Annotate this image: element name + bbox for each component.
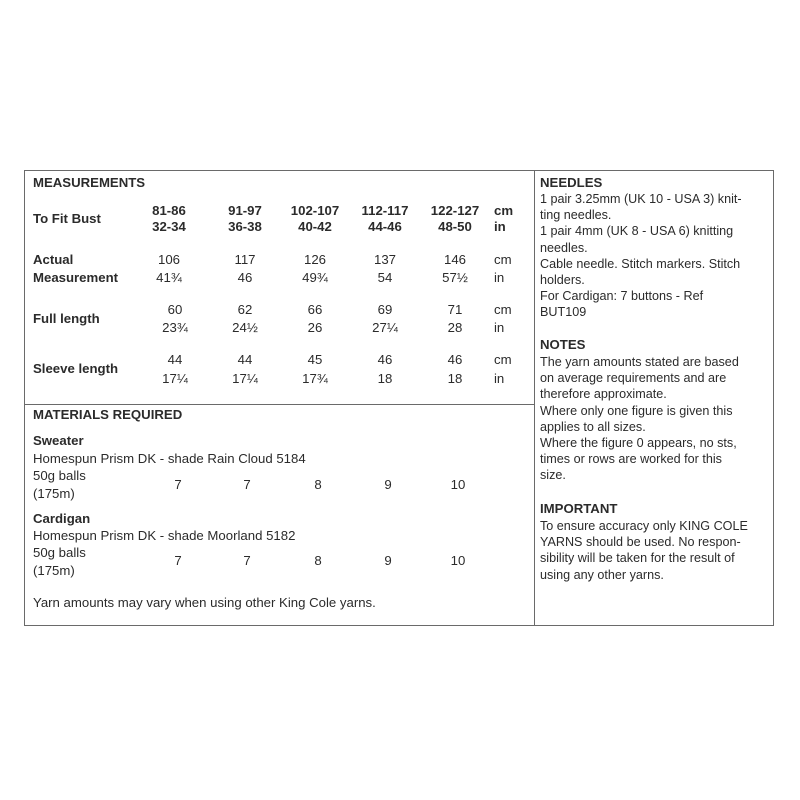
bust-in-3: 40-42 <box>298 219 332 234</box>
cardigan-heading: Cardigan <box>33 511 91 526</box>
bust-cm-1: 81-86 <box>152 203 186 218</box>
notes-title: NOTES <box>540 337 586 352</box>
important-line: using any other yarns. <box>540 567 664 582</box>
sweater-amount-3: 8 <box>314 477 322 492</box>
needles-title: NEEDLES <box>540 175 603 190</box>
notes-line: times or rows are worked for this <box>540 452 722 467</box>
needles-line: 1 pair 3.25mm (UK 10 - USA 3) knit- <box>540 192 742 206</box>
cardigan-amount-1: 7 <box>174 553 182 568</box>
important-text <box>540 518 770 583</box>
needles-line: needles. <box>540 240 588 255</box>
bust-unit-in: in <box>494 219 506 234</box>
actual-cm-5: 146 <box>443 252 466 267</box>
cardigan-ball-label-2: (175m) <box>33 563 75 578</box>
sleeve-cm-1: 44 <box>167 352 183 367</box>
bust-cm-2: 91-97 <box>228 203 262 218</box>
bust-in-4: 44-46 <box>368 219 402 234</box>
row-label-full-length: Full length <box>33 311 100 326</box>
bust-in-1: 32-34 <box>152 219 186 234</box>
bust-cm-3: 102-107 <box>290 203 340 218</box>
actual-cm-1: 106 <box>157 252 180 267</box>
sweater-amount-2: 7 <box>243 477 251 492</box>
bust-unit-cm: cm <box>494 203 514 218</box>
actual-cm-4: 137 <box>373 252 396 267</box>
measurements-title: MEASUREMENTS <box>33 175 146 190</box>
needles-line: ting needles. <box>540 208 612 223</box>
materials-title: MATERIALS REQUIRED <box>33 407 183 422</box>
cardigan-yarn: Homespun Prism DK - shade Moorland 5182 <box>33 528 296 543</box>
bust-cm-5: 122-127 <box>430 203 480 218</box>
actual-cm-2: 117 <box>234 252 256 267</box>
needles-text <box>540 191 770 321</box>
actual-unit-in: in <box>494 270 505 285</box>
needles-line: holders. <box>540 273 585 288</box>
needles-line: 1 pair 4mm (UK 8 - USA 6) knitting <box>540 224 734 239</box>
actual-in-2: 46 <box>237 270 253 285</box>
needles-line: For Cardigan: 7 buttons - Ref <box>540 289 704 304</box>
length-in-2: 24½ <box>232 320 258 335</box>
length-cm-5: 71 <box>447 302 463 317</box>
notes-line: applies to all sizes. <box>540 419 646 434</box>
needles-line: BUT109 <box>540 305 587 320</box>
important-title: IMPORTANT <box>540 501 618 516</box>
sleeve-unit-in: in <box>494 371 505 386</box>
important-line: YARNS should be used. No respon- <box>540 535 741 550</box>
notes-line: The yarn amounts stated are based <box>540 355 739 369</box>
notes-line: Where the figure 0 appears, no sts, <box>540 436 737 451</box>
column-divider <box>534 171 535 625</box>
length-cm-1: 60 <box>167 302 183 317</box>
sleeve-in-2: 17¼ <box>232 371 258 386</box>
length-in-1: 23¾ <box>162 320 188 335</box>
actual-unit-cm: cm <box>494 252 512 267</box>
length-unit-in: in <box>494 320 505 335</box>
cardigan-amount-3: 8 <box>314 553 322 568</box>
sleeve-cm-2: 44 <box>237 352 253 367</box>
notes-line: therefore approximate. <box>540 387 667 402</box>
length-cm-2: 62 <box>237 302 253 317</box>
sleeve-cm-4: 46 <box>377 352 393 367</box>
sleeve-in-4: 18 <box>377 371 393 386</box>
needles-line: Cable needle. Stitch markers. Stitch <box>540 256 741 271</box>
sleeve-cm-5: 46 <box>447 352 463 367</box>
section-divider <box>25 404 534 405</box>
row-label-actual-2: Measurement <box>33 270 119 285</box>
sleeve-unit-cm: cm <box>494 352 512 367</box>
actual-in-5: 57½ <box>442 270 468 285</box>
cardigan-amount-2: 7 <box>243 553 251 568</box>
length-in-5: 28 <box>447 320 463 335</box>
important-line: To ensure accuracy only KING COLE <box>540 519 748 533</box>
notes-line: size. <box>540 468 566 483</box>
length-in-4: 27¼ <box>372 320 398 335</box>
sleeve-in-1: 17¼ <box>162 371 188 386</box>
cardigan-amount-5: 10 <box>450 553 466 568</box>
bust-in-2: 36-38 <box>228 219 262 234</box>
row-label-sleeve-length: Sleeve length <box>33 361 119 376</box>
sweater-amount-5: 10 <box>450 477 466 492</box>
notes-line: on average requirements and are <box>540 371 727 386</box>
actual-cm-3: 126 <box>303 252 326 267</box>
notes-text <box>540 354 770 484</box>
sweater-ball-label-2: (175m) <box>33 486 75 501</box>
sleeve-cm-3: 45 <box>307 352 323 367</box>
notes-line: Where only one figure is given this <box>540 403 733 418</box>
cardigan-ball-label-1: 50g balls <box>33 545 86 560</box>
actual-in-4: 54 <box>377 270 393 285</box>
sleeve-in-5: 18 <box>447 371 463 386</box>
bust-in-5: 48-50 <box>438 219 472 234</box>
sweater-amount-4: 9 <box>384 477 392 492</box>
actual-in-1: 41¾ <box>156 270 182 285</box>
sleeve-in-3: 17¾ <box>302 371 328 386</box>
important-line: sibility will be taken for the result of <box>540 551 735 566</box>
sweater-yarn: Homespun Prism DK - shade Rain Cloud 5184 <box>33 451 306 466</box>
yarn-substitution-note: Yarn amounts may vary when using other King Cole yarns. <box>33 595 376 610</box>
sweater-amount-1: 7 <box>174 477 182 492</box>
sweater-ball-label-1: 50g balls <box>33 468 86 483</box>
actual-in-3: 49¾ <box>302 270 328 285</box>
length-cm-4: 69 <box>377 302 393 317</box>
cardigan-amount-4: 9 <box>384 553 392 568</box>
length-unit-cm: cm <box>494 302 512 317</box>
bust-cm-4: 112-117 <box>361 203 409 218</box>
length-cm-3: 66 <box>307 302 323 317</box>
row-label-bust: To Fit Bust <box>33 211 101 226</box>
length-in-3: 26 <box>307 320 323 335</box>
row-label-actual-1: Actual <box>33 252 74 267</box>
sweater-heading: Sweater <box>33 433 84 448</box>
